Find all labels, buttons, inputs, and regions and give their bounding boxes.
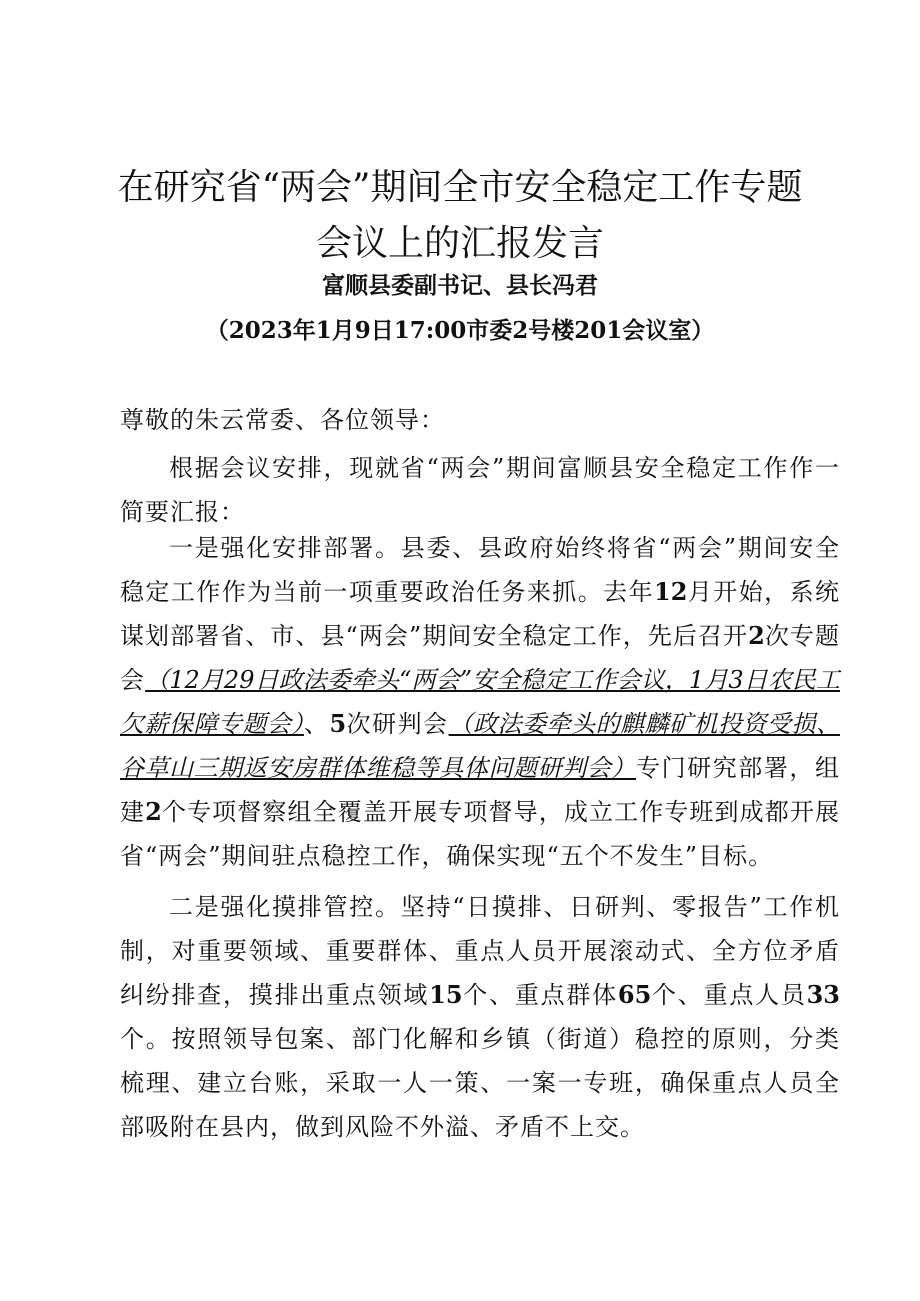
number-value: 5 (329, 709, 347, 738)
paragraph-text: 次专题会 (120, 622, 840, 694)
paragraph-text: 个专项督察组全覆盖开展专项督导，成立工作专班到成都开展省“两会”期间驻点稳控工作，确保实现“五个不发生”目标。 (120, 798, 841, 870)
annotation-note: （12月29日政法委牵头“两会”安全稳定工作会议，1月3日农民工欠薪保障专题会） (120, 666, 841, 738)
paragraph-text: 专门研究部署，组建 (120, 754, 840, 826)
paragraph-text: 二是强化摸排管控。坚持“日摸排、日研判、零报告”工作机制，对重要领域、重要群体、重点人员开展滚动式、全方位矛盾纠纷排查，摸排出重点领域 (120, 893, 840, 1009)
meeting-info-line: （2023年1月9日17:00市委2号楼201会议室） (205, 317, 715, 344)
paragraph-text: 次研判会 (346, 710, 449, 738)
number-value: 15 (429, 980, 463, 1009)
intro-paragraph: 根据会议安排，现就省“两会”期间富顺县安全稳定工作作一简要汇报： (120, 454, 840, 526)
number-value: 2 (748, 621, 765, 650)
paragraph-text: 个、重点人员 (651, 981, 807, 1009)
document-title-line-2: 会议上的汇报发言 (315, 223, 604, 264)
paragraph-text: 个、重点群体 (462, 981, 618, 1009)
number-value: 2 (145, 797, 162, 826)
speaker-line: 富顺县委副书记、县长冯君 (322, 272, 598, 299)
paragraph-point-1 (120, 526, 840, 878)
document-title-line-1: 在研究省“两会”期间全市安全稳定工作专题 (117, 167, 803, 208)
paragraph-text: 、 (303, 710, 330, 738)
greeting: 尊敬的朱云常委、各位领导： (120, 406, 445, 434)
paragraph-text: 一是强化安排部署。县委、县政府始终将省“两会”期间安全稳定工作作为当前一项重要政治任务来抓。去年 (120, 534, 840, 606)
number-value: 12 (654, 577, 688, 606)
number-value: 65 (617, 980, 652, 1009)
paragraph-text: 月开始，系统谋划部署省、市、县“两会”期间安全稳定工作，先后召开 (120, 578, 841, 650)
paragraph-text: 个。按照领导包案、部门化解和乡镇（街道）稳控的原则，分类梳理、建立台账，采取一人一策、一案一专班，确保重点人员全部吸附在县内，做到风险不外溢、矛盾不上交。 (120, 1025, 840, 1141)
annotation-note: （政法委牵头的麒麟矿机投资受损、谷草山三期返安房群体维稳等具体问题研判会） (120, 710, 841, 782)
number-value: 33 (806, 980, 841, 1009)
paragraph-point-2 (120, 885, 840, 1149)
